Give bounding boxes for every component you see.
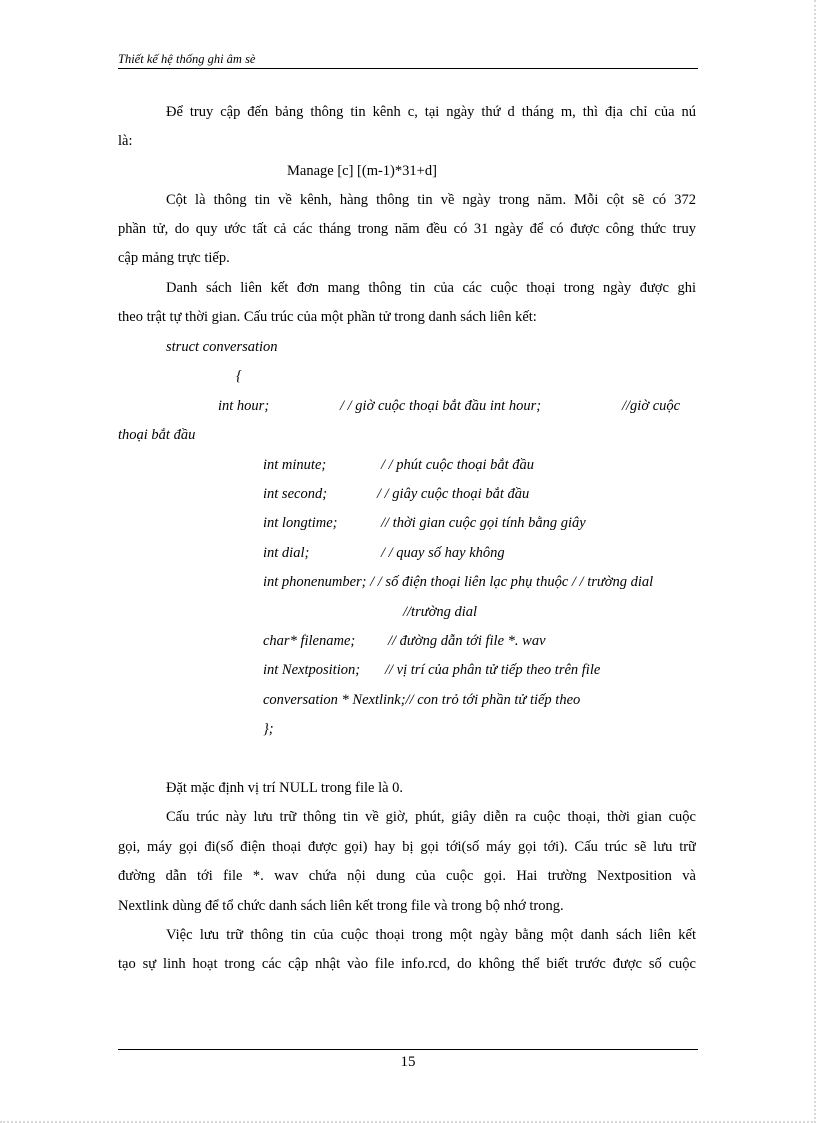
paragraph-4: Đặt mặc định vị trí NULL trong file là 0. (166, 780, 404, 796)
paragraph-5-line-2: gọi, máy gọi đi(số điện thoại được gọi) hay bị gọi tới(số máy gọi tới). Cấu trúc sẽ lưu trữ (118, 839, 696, 855)
paragraph-5-line-3: đường dẫn tới file *. wav chứa nội dung của cuộc gọi. Hai trường Nextposition và (118, 868, 696, 884)
code-phonenumber-wrap: //trường dial (403, 604, 478, 620)
paragraph-5-line-4: Nextlink dùng để tổ chức danh sách liên kết trong file và trong bộ nhớ trong. (118, 898, 564, 914)
code-dial-comment: / / quay số hay không (381, 545, 505, 561)
code-open-brace: { (236, 368, 242, 384)
paragraph-2-line-3: cập mảng trực tiếp. (118, 250, 230, 266)
paragraph-6-line-1: Việc lưu trữ thông tin của cuộc thoại trong một ngày bằng một danh sách liên kết (166, 927, 696, 943)
paragraph-3-line-2: theo trật tự thời gian. Cấu trúc của một phần tử trong danh sách liên kết: (118, 309, 537, 325)
code-dial-field: int dial; (263, 545, 310, 561)
code-close-brace: }; (263, 721, 274, 737)
header-rule (118, 68, 698, 69)
code-nextlink-line: conversation * Nextlink;// con trỏ tới phần tử tiếp theo (263, 692, 581, 708)
code-hour-comment-wrap: thoại bắt đầu (118, 427, 196, 443)
formula: Manage [c] [(m-1)*31+d] (287, 163, 437, 179)
paragraph-1-line-1: Để truy cập đến bảng thông tin kênh c, tại ngày thứ d tháng m, thì địa chỉ của nú (166, 104, 696, 120)
code-nextposition-comment: // vị trí của phân tử tiếp theo trên file (385, 662, 601, 678)
code-hour-field: int hour; (218, 398, 270, 414)
code-nextposition-field: int Nextposition; (263, 662, 361, 678)
code-longtime-comment: // thời gian cuộc gọi tính bằng giây (381, 515, 586, 531)
paragraph-6-line-2: tạo sự linh hoạt trong các cập nhật vào file info.rcd, do không thể biết trước được số cuộc (118, 956, 696, 972)
paragraph-2-line-2: phần tử, do quy ước tất cả các tháng trong năm đều có 31 ngày để có được công thức truy (118, 221, 696, 237)
code-hour-comment-tail: //giờ cuộc (622, 398, 681, 414)
code-filename-comment: // đường dẫn tới file *. wav (388, 633, 546, 649)
code-minute-field: int minute; (263, 457, 327, 473)
paragraph-1-line-2: là: (118, 133, 133, 149)
paragraph-2-line-1: Cột là thông tin về kênh, hàng thông tin về ngày trong năm. Mỗi cột sẽ có 372 (166, 192, 696, 208)
code-phonenumber-line: int phonenumber; / / số điện thoại liên lạc phụ thuộc / / trường dial (263, 574, 654, 590)
code-second-field: int second; (263, 486, 328, 502)
code-struct-declaration: struct conversation (166, 339, 278, 355)
code-minute-comment: / / phút cuộc thoại bắt đầu (381, 457, 535, 473)
code-longtime-field: int longtime; (263, 515, 338, 531)
footer-rule (118, 1049, 698, 1050)
code-hour-comment: / / giờ cuộc thoại bắt đầu int hour; (340, 398, 542, 414)
paragraph-3-line-1: Danh sách liên kết đơn mang thông tin của các cuộc thoại trong ngày được ghi (166, 280, 696, 296)
running-header: Thiết kế hệ thống ghi âm sè (118, 52, 256, 66)
paragraph-5-line-1: Cấu trúc này lưu trữ thông tin về giờ, phút, giây diễn ra cuộc thoại, thời gian cuộc (166, 809, 696, 825)
code-filename-field: char* filename; (263, 633, 356, 649)
code-second-comment: / / giây cuộc thoại bắt đầu (377, 486, 530, 502)
page-number: 15 (400, 1054, 416, 1070)
